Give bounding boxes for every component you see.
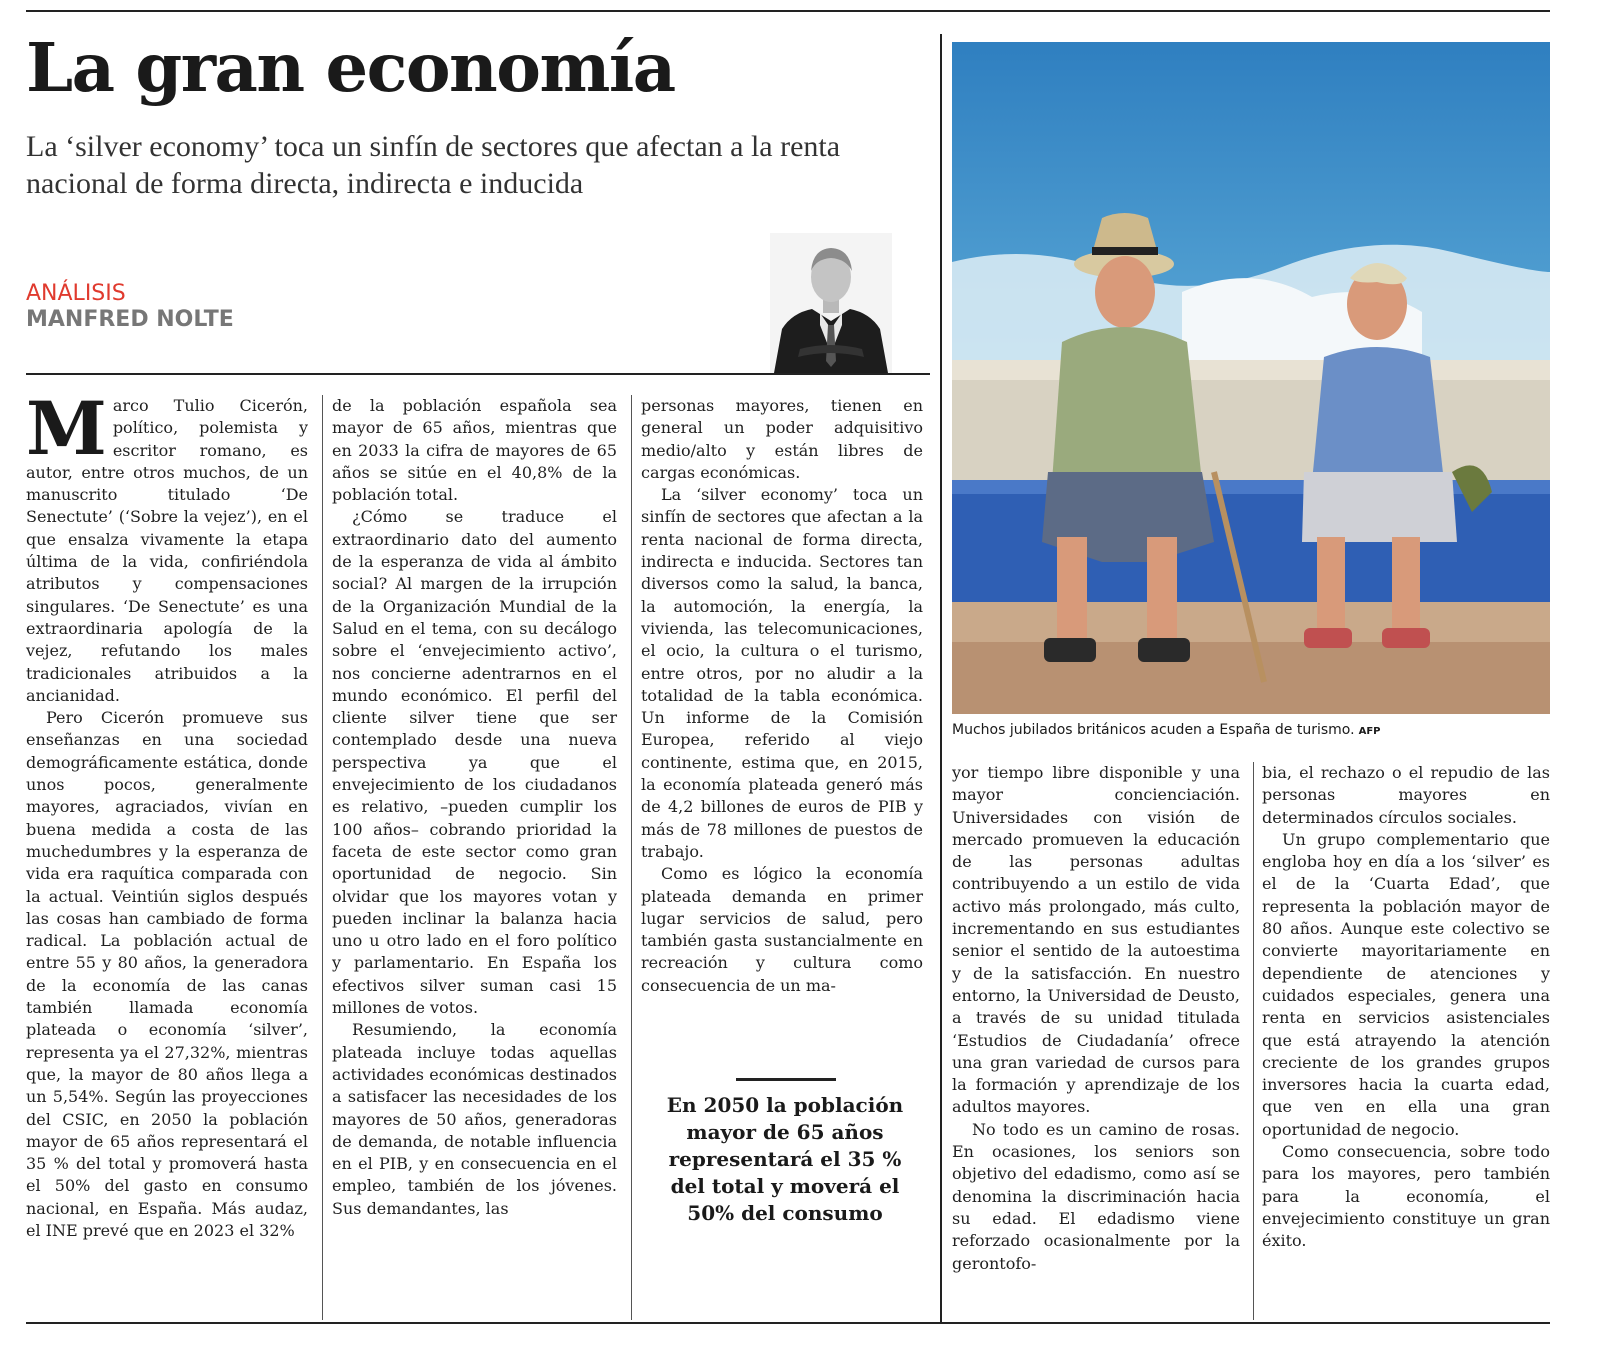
column-divider-3 [1253, 762, 1254, 1320]
article-column-4 [952, 762, 1240, 1275]
column-divider-main [940, 34, 942, 1322]
author-name: MANFRED NOLTE [26, 307, 234, 332]
photo-credit: AFP [1358, 726, 1381, 737]
column-divider-1 [322, 395, 323, 1320]
article-column-2 [332, 395, 617, 1220]
paragraph: bia, el rechazo o el repudio de las personas mayores en determinados círculos sociales. [1262, 763, 1550, 827]
seaside-photo [952, 42, 1550, 714]
article-column-5 [1262, 762, 1550, 1253]
photo-caption [952, 722, 1380, 738]
paragraph: Pero Cicerón promueve sus enseñanzas en una sociedad demográficamente estática, donde unos pocos, generalmente mayores, agraciados, vivían en buena medida a costa de las muchedumbres y la esperanza de vida era raquítica comparada con la actual. Veintiún siglos después las cosas han cambiado de forma radical. La población actual de entre 55 y 80 años, la generadora de la economía de las canas también llamada economía plateada o economía ‘silver’, representa ya el 27,32%, mientras que, la mayor de 80 años llega a un 5,54%. Según las proyecciones del CSIC, en 2050 la población mayor de 65 años representará el 35 % del total y promoverá hasta el 50% del gasto en consumo nacional, en España. Más audaz, el INE prevé que en 2023 el 32% [26, 708, 308, 1240]
column-divider-2 [631, 395, 632, 1320]
paragraph: de la población española sea mayor de 65 años, mientras que en 2033 la cifra de mayores de 65 años se sitúe en el 40,8% de la población total. [332, 396, 617, 505]
headline: La gran economía [26, 28, 675, 107]
pullquote-rule [736, 1078, 836, 1081]
subheadline: La ‘silver economy’ toca un sinfín de sectores que afectan a la renta nacional de forma directa, indirecta e inducida [26, 130, 841, 200]
bottom-rule [26, 1322, 1550, 1324]
paragraph: Como es lógico la economía plateada demanda en primer lugar servicios de salud, pero también gasta sustancialmente en recreación y cultura como consecuencia de un ma- [641, 864, 923, 995]
article-column-3 [641, 395, 923, 997]
paragraph: ¿Cómo se traduce el extraordinario dato del aumento de la esperanza de vida al ámbito social? Al margen de la irrupción de la Organización Mundial de la Salud en el tema, con su decálogo sobre el ‘envejecimiento activo’, nos concierne adentrarnos en el mundo económico. El perfil del cliente silver tiene que ser contemplado desde una nueva perspectiva ya que el envejecimiento de los ciudadanos es relativo, –pueden cumplir los 100 años– cobrando prioridad la faceta de este sector como gran oportunidad de negocio. Sin olvidar que los mayores votan y pueden inclinar la balanza hacia uno u otro lado en el foro político y parlamentario. En España los efectivos silver suman casi 15 millones de votos. [332, 507, 617, 1018]
caption-text: Muchos jubilados británicos acuden a España de turismo. [952, 722, 1355, 738]
top-rule [26, 10, 1550, 12]
paragraph: Resumiendo, la economía plateada incluye todas aquellas actividades económicas destinados a satisfacer las necesidades de los mayores de 50 años, generadoras de demanda, de notable influencia en el PIB, y en consecuencia en el empleo, también de los jóvenes. Sus demandantes, las [332, 1020, 617, 1218]
header-rule [26, 373, 930, 375]
author-portrait [770, 233, 892, 373]
section-label: ANÁLISIS [26, 281, 126, 306]
paragraph [26, 386, 308, 707]
paragraph: yor tiempo libre disponible y una mayor concienciación. Universidades con visión de mercado promueven la educación de las personas adultas contribuyendo a un estilo de vida activo más prolongado, más culto, incrementando en sus estudiantes senior el sentido de la autoestima y de la satisfacción. En nuestro entorno, la Universidad de Deusto, a través de su unidad titulada ‘Estudios de Ciudadanía’ ofrece una gran variedad de cursos para la formación y aprendizaje de los adultos mayores. [952, 763, 1240, 1117]
paragraph: No todo es un camino de rosas. En ocasiones, los seniors son objetivo del edadismo, como así se denomina la discriminación hacia su edad. El edadismo viene reforzado ocasionalmente por la gerontofo- [952, 1119, 1240, 1273]
paragraph: La ‘silver economy’ toca un sinfín de sectores que afectan a la renta nacional de forma directa, indirecta e inducida. Sectores tan diversos como la salud, la banca, la automoción, la energía, la vivienda, las telecomunicaciones, el ocio, la cultura o el turismo, entre otros, por no aludir a la totalidad de la tabla económica. Un informe de la Comisión Europea, referido al viejo continente, estima que, en 2015, la economía plateada generó más de 4,2 billones de euros de PIB y más de 78 millones de puestos de trabajo. [641, 485, 923, 861]
paragraph-text: arco Tulio Cicerón, político, polemista y escritor romano, es autor, entre otros muchos, de un manuscrito titulado ‘De Senectute’ (‘Sobre la vejez’), en el que ensalza vivamente la etapa última de la vida, confiriéndola atributos y compensaciones singulares. ‘De Senectute’ es una extraordinaria apología de la vejez, refutando los males tradicionales atribuidos a la ancianidad. [26, 396, 308, 705]
paragraph: personas mayores, tienen en general un poder adquisitivo medio/alto y están libres de cargas económicas. [641, 396, 923, 482]
paragraph: Un grupo complementario que engloba hoy en día a los ‘silver’ es el de la ‘Cuarta Edad’, que representa la población mayor de 80 años. Aunque este colectivo se convierte mayoritariamente en dependiente de atenciones y cuidados especiales, genera una renta en servicios asistenciales que está atrayendo la atención creciente de los grandes grupos inversores hacia la cuarta edad, que ven en ella una gran oportunidad de negocio. [1262, 829, 1550, 1139]
pull-quote: En 2050 la población mayor de 65 años representará el 35 % del total y moverá el 50% del consumo [666, 1093, 904, 1225]
paragraph: Como consecuencia, sobre todo para los mayores, pero también para la economía, el envejecimiento constituye un gran éxito. [1262, 1142, 1550, 1251]
article-column-1 [26, 386, 308, 1242]
drop-cap: M [26, 386, 107, 472]
